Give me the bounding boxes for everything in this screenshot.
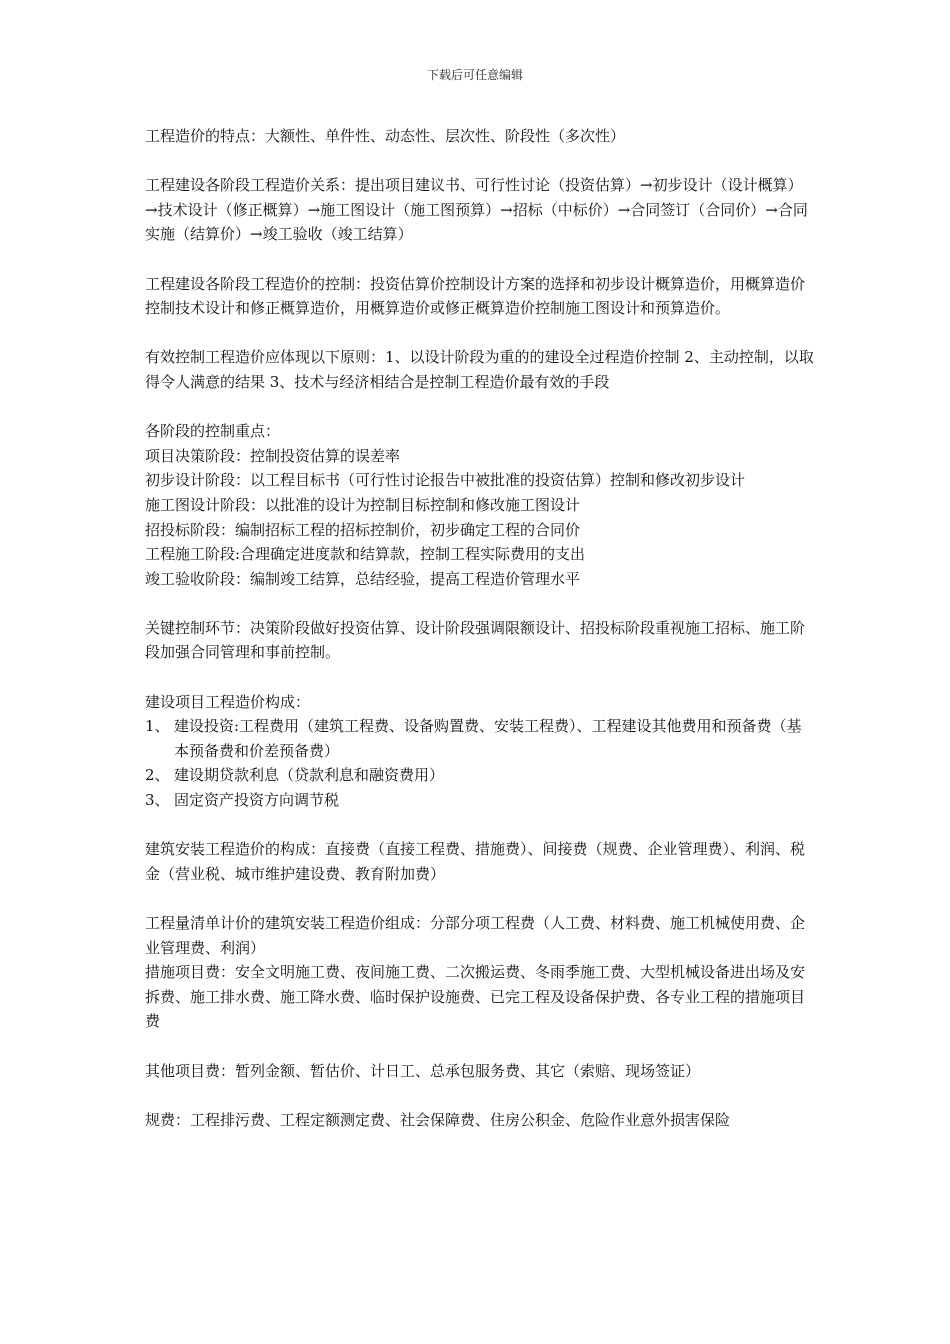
- list-item: [145, 714, 815, 763]
- stage-item: 项目决策阶段：控制投资估算的误差率: [145, 446, 401, 465]
- stage-item: 初步设计阶段：以工程目标书（可行性讨论报告中被批准的投资估算）控制和修改初步设计: [145, 471, 746, 490]
- section-cost-composition: [145, 690, 815, 813]
- bill-line: 工程量清单计价的建筑安装工程造价组成：分部分项工程费（人工费、材料费、施工机械使用费、企业管理费、利润）: [145, 914, 806, 957]
- list-text: 建设投资:工程费用（建筑工程费、设备购置费、安装工程费）、工程建设其他费用和预备费（基本预备费和价差预备费）: [174, 717, 802, 760]
- section-title: 各阶段的控制重点：: [145, 422, 281, 441]
- paragraph-key-links: 关键控制环节：决策阶段做好投资估算、设计阶段强调限额设计、招投标阶段重视施工招标、施工阶段加强合同管理和事前控制。: [145, 618, 806, 662]
- list-text: 建设期贷款利息（贷款利息和融资费用）: [174, 766, 445, 785]
- paragraph-stage-control: 工程建设各阶段工程造价的控制：投资估算价控制设计方案的选择和初步设计概算造价，用概算造价控制技术设计和修正概算造价，用概算造价或修正概算造价控制施工图设计和预算造价。: [145, 274, 806, 318]
- composition-list: [145, 714, 815, 812]
- stage-item: 招投标阶段：编制招标工程的招标控制价，初步确定工程的合同价: [145, 520, 581, 539]
- paragraph-other-items: 其他项目费：暂列金额、暂估价、计日工、总承包服务费、其它（索赔、现场签证）: [145, 1061, 701, 1080]
- paragraph-features: 工程造价的特点：大额性、单件性、动态性、层次性、阶段性（多次性）: [145, 127, 626, 145]
- stage-item: 竣工验收阶段：编制竣工结算，总结经验，提高工程造价管理水平: [145, 569, 581, 588]
- header-note: 下载后可任意编辑: [426, 68, 523, 82]
- document-body: [145, 124, 815, 1157]
- list-number: 3、: [145, 791, 170, 810]
- list-number: 1、: [145, 717, 170, 736]
- stage-item: 工程施工阶段:合理确定进度款和结算款，控制工程实际费用的支出: [145, 545, 586, 564]
- list-item: [145, 788, 815, 813]
- section-bill-pricing: [145, 911, 815, 1034]
- section-stage-focus: [145, 419, 815, 591]
- list-number: 2、: [145, 766, 170, 785]
- paragraph-principles: 有效控制工程造价应体现以下原则：1、以设计阶段为重的的建设全过程造价控制 2、主动控制，以取得令人满意的结果 3、技术与经济相结合是控制工程造价最有效的手段: [145, 348, 814, 391]
- paragraph-statutory-fees: 规费：工程排污费、工程定额测定费、社会保障费、住房公积金、危险作业意外损害保险: [145, 1110, 731, 1129]
- stage-item: 施工图设计阶段：以批准的设计为控制目标控制和修改施工图设计: [145, 495, 581, 514]
- list-text: 固定资产投资方向调节税: [174, 791, 340, 810]
- section-title: 建设项目工程造价构成：: [145, 692, 311, 711]
- bill-line: 措施项目费：安全文明施工费、夜间施工费、二次搬运费、冬雨季施工费、大型机械设备进出场及安拆费、施工排水费、施工降水费、临时保护设施费、已完工程及设备保护费、各专业工程的措施项目费: [145, 963, 806, 1031]
- paragraph-install-cost: 建筑安装工程造价的构成：直接费（直接工程费、措施费）、间接费（规费、企业管理费）、利润、税金（营业税、城市维护建设费、教育附加费）: [145, 840, 806, 883]
- list-item: [145, 763, 815, 788]
- paragraph-stage-relation: 工程建设各阶段工程造价关系：提出项目建议书、可行性讨论（投资估算）→初步设计（设计概算）→技术设计（修正概算）→施工图设计（施工图预算）→招标（中标价）→合同签订（合同价）→合同实施（结算价）→竣工验收（竣工结算）: [145, 176, 808, 244]
